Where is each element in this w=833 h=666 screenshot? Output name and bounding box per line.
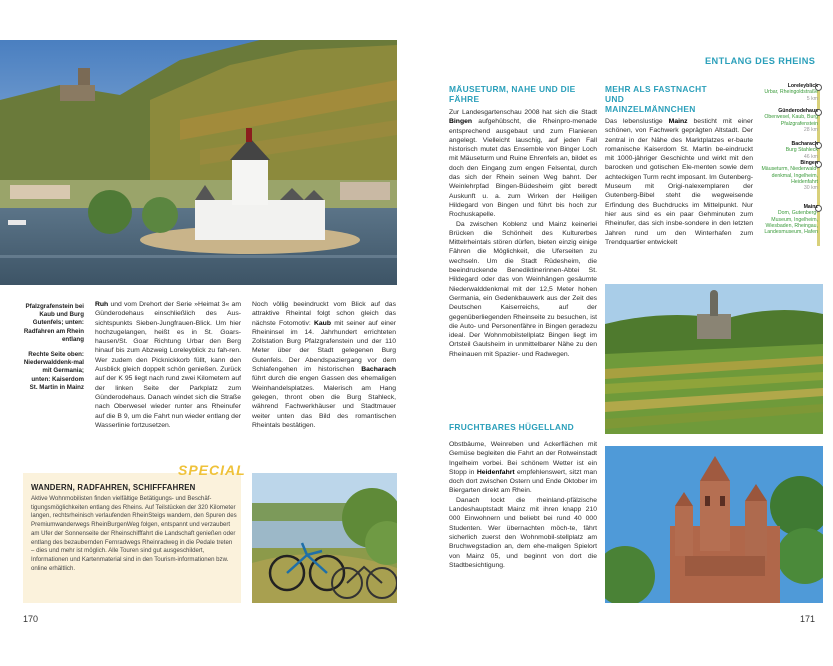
bold-kaub: Kaub	[313, 319, 331, 327]
special-text: Aktive Wohnmobilisten finden vielfältige Betätigungs- und Beschäf-tigungsmöglichkeiten entlang des Rheins. Auf Teilstücken der 320 Kilometer langen, rechtsrheinisch verlaufenden RheinSteigs wandern, den Spuren des Premiumwanderwegs RheinBurgenWeg folgen, entspannt und verzaubert am Ufer der Sonnenseite der Rheinschifffahrt die Landschaft genießen oder entlang des bezaubernden Fernradwegs Rheinradweg in die Pedale treten – dies und mehr ist möglich. Alle Touren sind gut ausgeschildert, Informationen und Kartenmaterial sind in den Tourism-informationen bzw. online erhältlich.	[31, 495, 237, 572]
route-stop-bacharach: Bacharach Burg Stahleck 46 km	[785, 141, 818, 160]
niederwalddenkmal-photo	[605, 284, 823, 434]
route-title: ENTLANG DES RHEINS	[705, 56, 816, 66]
col2-paragraph: Noch völlig beeindruckt vom Blick auf das attraktive Rheintal folgt schon gleich das nächste Fotomotiv: Kaub mit seiner auf einer Rheininsel im 14. Jahrhundert errichteten Zollstation Burg Pfalzgrafenstein und der 110 Meter über der Stadt gelegenen Burg Gutenfels. Der Abendspaziergang vor dem Schlafengehen im historischen Bacharach führt durch die engen Gassen des ehemaligen Weinhandelsplatzes. Malerisch am Hang gelegen, thront oben die Burg Stahleck, während Fachwerkhäuser und Stadtmauer weiter unten das Bild des romantischen Rheintals bestätigen.	[252, 301, 396, 429]
right-column-1	[449, 108, 597, 359]
route-stop-loreleyblick: Loreleyblick Urbar, Rheingoldstraße 5 km	[764, 83, 818, 102]
col3-paragraph-3: Obstbäume, Weinreben und Ackerflächen mit Gemüse begleiten die Fahrt an der Rotweinstadt Ingelheim vorbei. Bei schönem Wetter ist ein Stopp in Heidenfahrt empfehlenswert, sitzt man doch dort zwischen Ostern und Ende Oktober im Biergarten direkt am Rhein.	[449, 441, 597, 495]
left-column-2	[252, 300, 396, 430]
right-column-2	[605, 117, 753, 247]
bold-bacharach: Bacharach	[361, 366, 396, 374]
route-map	[760, 80, 830, 250]
left-column-1	[95, 300, 241, 430]
heading-maeuseturm: MÄUSETURM, NAHE UND DIE FÄHRE	[449, 84, 576, 104]
col3-paragraph-1: Zur Landesgartenschau 2008 hat sich die Stadt Bingen aufgehübscht, die Rheinpro-menade entsprechend ausgebaut und zum Flanieren angelegt. Vielleicht lauschig, auf jeden Fall historisch mutet das Ensemble von Binger Loch mit Mäuseturm und Ruine Ehrenfels an, bildet es doch den Eingang zum engen Felsental, durch das sich der Rhein seinen Weg bahnt. Der Weinlehrpfad Bingen-Büdesheim gibt beredt Auskunft u. a. zum Wirken der Heiligen Hildegard von Bingen und führt bis hoch zur Rochuskapelle.	[449, 109, 597, 219]
right-column-1b	[449, 440, 597, 570]
route-stop-bingen: Bingen Mäuseturm, Niederwald-denkmal, Ingelheim, Heidenfahrt 30 km	[761, 160, 818, 192]
route-stop-guenderodehaus: Günderodehaus Oberwesel, Kaub, Burg Pfalzgrafenstein 28 km	[764, 108, 818, 133]
caption-top: Pfalzgrafenstein bei Kaub und Burg Gutenfels; unten: Radfahren am Rhein entlang	[23, 303, 84, 343]
bicycle-photo	[252, 473, 397, 603]
col1-paragraph: Ruh und vom Drehort der Serie »Heimat 3« am Günderodehaus einschließlich des Aus-sichtspunkts Sieben-Jungfrauen-Blick. Um hier hochzugelangen, heißt es in St. Goars-hausen/St. Goar Richtung Urbar den Berg hinauf bis zum Abzweig Loreleyblick zu fah-ren. Wer zudem den Picknickkorb füllt, kann den Ausblick gleich doppelt schön genießen. Zurück auf der K 95 liegt nach rund zwei Kilometern auf der linken Seite der Parkplatz zum Günderodehaus. Danach windet sich die Straße nach Oberwesel wieder runter ans Rheinufer auf die B 9, um die Fahrt nun wieder entlang der Wasserlinie fortzusetzen.	[95, 301, 241, 429]
bold-bingen: Bingen	[449, 118, 473, 126]
page-number-left: 170	[23, 614, 39, 624]
col3-paragraph-4: Danach lockt die rheinland-pfälzische Landeshauptstadt Mainz mit ihren knapp 210 000 Einwohnern und beliebt bei rund 40 000 Studenten. Wer übernachten möch-te, fährt sicherlich zuerst den Wohnmobil-stellplatz am Bruchwegstadion an, dem ehe-maligen Spielort von Mainz 05, und beginnt von dort die Stadtbesichtigung.	[449, 496, 597, 569]
photo-caption-castle	[22, 303, 84, 399]
bold-ruh: Ruh	[95, 301, 109, 308]
special-tag: SPECIAL	[178, 462, 246, 478]
special-box	[23, 473, 241, 603]
kaiserdom-photo	[605, 446, 823, 603]
route-stop-mainz: Mainz Dom, Gutenberg-Museum, Ingelheim, Wiesbaden, Rheingau, Landesmuseum, Hafen	[764, 204, 818, 236]
page-number-right: 171	[800, 614, 816, 624]
heading-huegelland: FRUCHTBARES HÜGELLAND	[449, 422, 574, 432]
special-title: WANDERN, RADFAHREN, SCHIFFFAHREN	[31, 483, 196, 492]
bold-mainz: Mainz	[668, 118, 688, 125]
col4-paragraph-1: Das lebenslustige Mainz besticht mit einer schönen, von Fachwerk geprägten Altstadt. Der zentral in der Nähe des Marktplatzes er-baute romanische Kaiserdom St. Martin be-eindruckt mit 1000-jähriger Geschichte und wirkt mit den barocken und gotischen Ele-menten sowie dem achteckigen Turm recht imposant. Im Gutenberg-Museum mit Origi-nalexemplaren der Gutenberg-Bibel steht die wegweisende Erfindung des Buchdrucks im Mittelpunkt. Nur hier aus sind es ein paar Gehminuten zum Rheinufer, das sich insbe-sondere in den letzten Jahren rund um den Winterhafen zum Trendquartier entwickelt	[605, 118, 754, 246]
col3-paragraph-2: Da zwischen Koblenz und Mainz keinerlei Brücken die Schönheit des Kulturerbes Mittelrheintals stören dürfen, bieten einzig einige Fähren die Möglichkeit, die Uferseiten zu wechseln. Um die Stadt Rüdesheim, die beeindruckende Benediktinerinnen-Abtei St. Hildegard oder das von Weinhängen gesäumte Niederwalddenkmal mit der 12,5 Meter hohen Germania, ein Gedenkbauwerk aus der Zeit des Deutschen Kaiserreichs, auf der gegenüberliegenden Rheinseite zu besuchen, ist die Auto- und Personenfähre in Bingen geradezu ideal. Der Wohnmobilstellplatz Bingen liegt im Ortsteil Gaulsheim in unmittelbarer Nähe zu den Rheinauen mit Spazier- und Radwegen.	[449, 220, 597, 358]
pfalzgrafenstein-photo	[0, 40, 397, 285]
bold-heidenfahrt: Heidenfahrt	[476, 468, 515, 476]
caption-bottom: Rechte Seite oben: Niederwalddenk-mal mit Germania; unten: Kaiserdom St. Martin in Mainz	[23, 351, 84, 391]
heading-mainz: MEHR ALS FASTNACHT UND MAINZELMÄNNCHEN	[605, 84, 707, 114]
